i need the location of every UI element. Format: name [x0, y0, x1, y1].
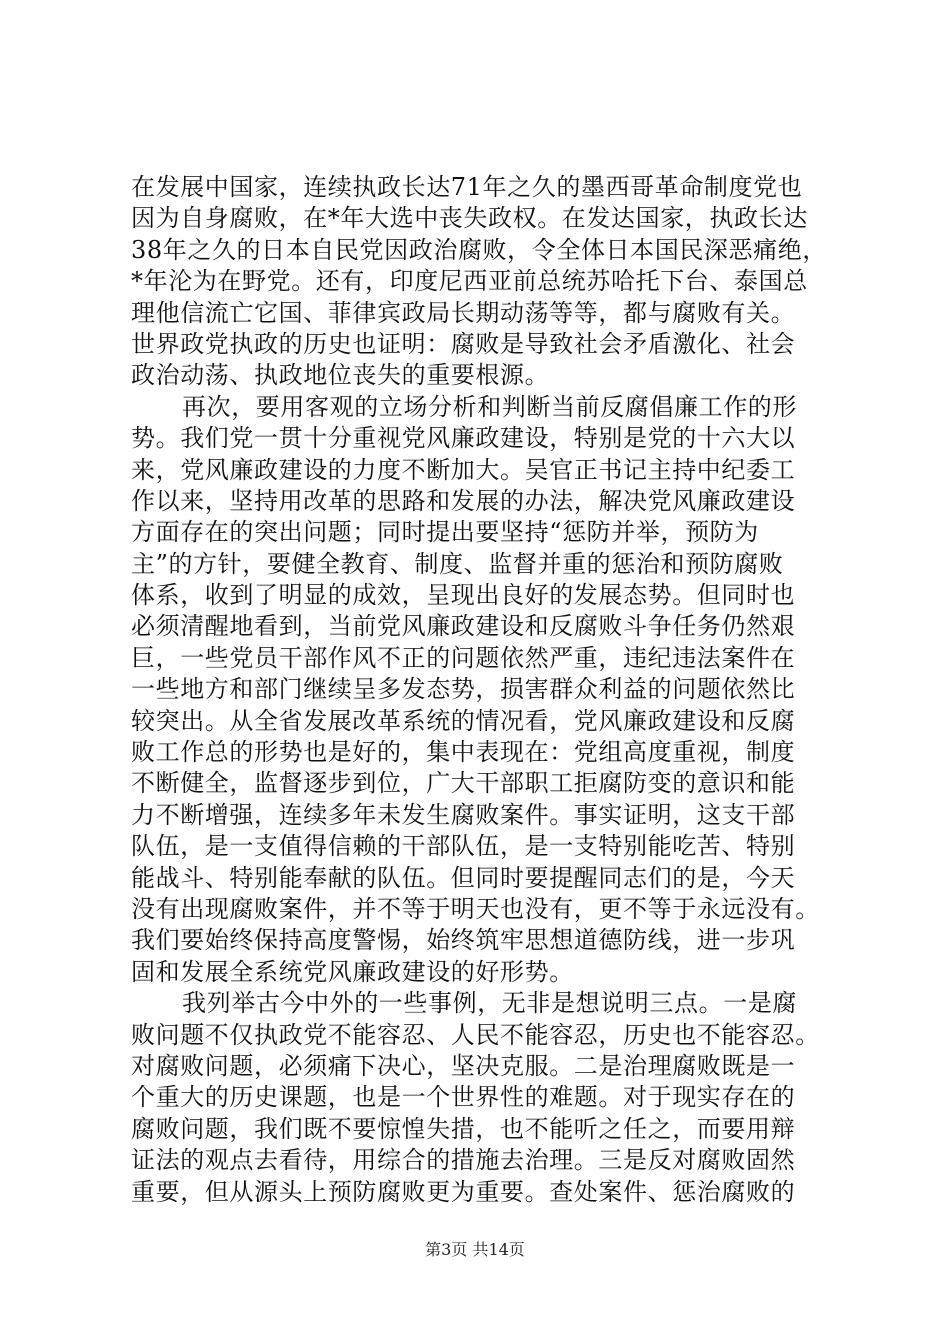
text-line: 方面存在的突出问题；同时提出要坚持“惩防并举，预防为 — [131, 518, 759, 547]
text-line: 政治动荡、执政地位丧失的重要根源。 — [131, 361, 550, 390]
text-line: 证法的观点去看待，用综合的措施去治理。三是反对腐败固然 — [131, 1146, 796, 1175]
text-line: 作以来，坚持用改革的思路和发展的办法，解决党风廉政建设 — [131, 486, 796, 515]
text-line: 力不断增强，连续多年未发生腐败案件。事实证明，这支干部 — [131, 800, 796, 829]
text-line: 来，党风廉政建设的力度不断加大。吴官正书记主持中纪委工 — [131, 455, 796, 484]
text-line: 固和发展全系统党风廉政建设的好形势。 — [131, 957, 574, 986]
text-line: 败问题不仅执政党不能容忍、人民不能容忍，历史也不能容忍。 — [131, 1020, 820, 1049]
text-line: 世界政党执政的历史也证明：腐败是导致社会矛盾激化、社会 — [131, 329, 796, 358]
text-line: 在发展中国家，连续执政长达71年之久的墨西哥革命制度党也 — [131, 173, 803, 201]
text-line: 一些地方和部门继续呈多发态势，损害群众利益的问题依然比 — [131, 675, 796, 704]
text-line: 败工作总的形势也是好的，集中表现在：党组高度重视，制度 — [131, 738, 796, 767]
text-line: 势。我们党一贯十分重视党风廉政建设，特别是党的十六大以 — [131, 424, 796, 453]
text-line: 不断健全，监督逐步到位，广大干部职工拒腐防变的意识和能 — [131, 769, 796, 798]
paragraph-first-line: 再次，要用客观的立场分析和判断当前反腐倡廉工作的形 — [182, 392, 797, 421]
text-line: 因为自身腐败，在*年大选中丧失政权。在发达国家，执政长达 — [131, 204, 808, 233]
text-line: 没有出现腐败案件，并不等于明天也没有，更不等于永远没有。 — [131, 894, 820, 923]
text-line: 队伍，是一支值得信赖的干部队伍，是一支特别能吃苦、特别 — [131, 832, 796, 861]
text-line: 较突出。从全省发展改革系统的情况看，党风廉政建设和反腐 — [131, 706, 796, 735]
text-line: 巨，一些党员干部作风不正的问题依然严重，违纪违法案件在 — [131, 643, 796, 672]
text-line: 38年之久的日本自民党因政治腐败，令全体日本国民深恶痛绝， — [131, 235, 827, 264]
text-line: 主”的方针，要健全教育、制度、监督并重的惩治和预防腐败 — [131, 549, 784, 578]
text-line: 理他信流亡它国、菲律宾政局长期动荡等等，都与腐败有关。 — [131, 298, 796, 327]
text-line: 个重大的历史课题，也是一个世界性的难题。对于现实存在的 — [131, 1083, 796, 1112]
text-line: 我们要始终保持高度警惕，始终筑牢思想道德防线，进一步巩 — [131, 926, 796, 955]
text-line: 对腐败问题，必须痛下决心，坚决克服。二是治理腐败既是一 — [131, 1051, 796, 1080]
document-body — [131, 172, 831, 1208]
text-line: 重要，但从源头上预防腐败更为重要。查处案件、惩治腐败的 — [131, 1177, 796, 1206]
text-line: *年沦为在野党。还有，印度尼西亚前总统苏哈托下台、泰国总 — [131, 267, 808, 296]
page-number-footer: 第3页 共14页 — [425, 1240, 525, 1259]
text-line: 能战斗、特别能奉献的队伍。但同时要提醒同志们的是，今天 — [131, 863, 796, 892]
text-line: 必须清醒地看到，当前党风廉政建设和反腐败斗争任务仍然艰 — [131, 612, 796, 641]
text-line: 腐败问题，我们既不要惊惶失措，也不能听之任之，而要用辩 — [131, 1114, 796, 1143]
text-line: 体系，收到了明显的成效，呈现出良好的发展态势。但同时也 — [131, 581, 796, 610]
paragraph-first-line: 我列举古今中外的一些事例，无非是想说明三点。一是腐 — [182, 989, 797, 1018]
